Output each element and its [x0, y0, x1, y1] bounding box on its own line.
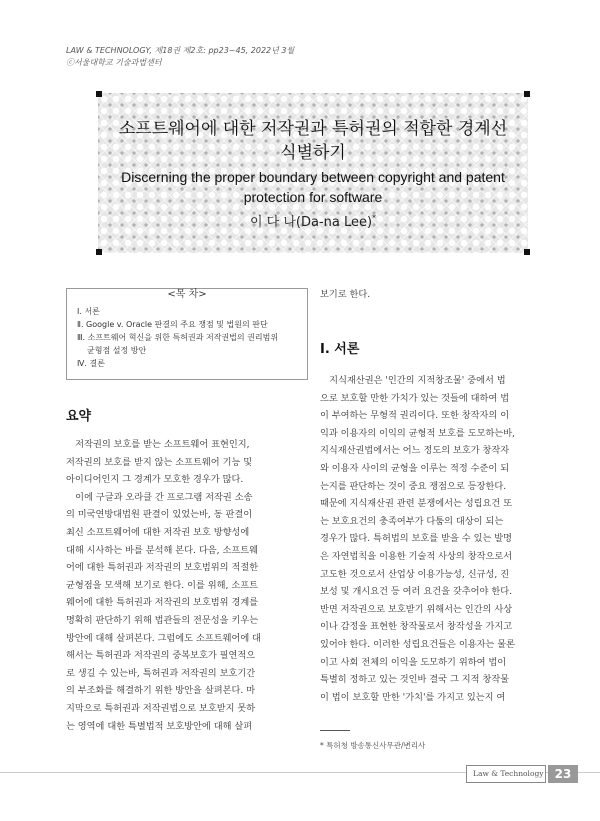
korean-title-line-2: 식별하기: [280, 143, 346, 163]
english-title-line-1: Discerning the proper boundary between copyright and patent: [121, 169, 505, 185]
text-line: 는지를 판단하는 것이 중요 쟁점으로 등장한다.: [320, 480, 507, 492]
footer-label: Law & Technology: [473, 769, 544, 778]
summary-heading: 요약: [66, 409, 92, 424]
footnote-divider: [320, 730, 350, 731]
text-line: 저작권의 보호를 받는 소프트웨어 표현인지,: [66, 439, 250, 450]
text-line: 지식재산권은 '인간의 지적창조물' 중에서 법: [320, 375, 506, 386]
author-name: 이 다 나(Da-na Lee): [249, 215, 373, 230]
text-line: 방안에 대해 살펴본다. 그럼에도 소프트웨어에 대: [66, 632, 262, 644]
text-line: 지식재산권법에서는 어느 정도의 보호가 창작자: [320, 445, 510, 457]
author-footnote-mark: *: [372, 213, 377, 223]
toc-item-continuation[interactable]: 균형점 설정 방안: [87, 346, 147, 355]
page-number: 23: [548, 765, 578, 783]
footer-label-box: [466, 765, 546, 783]
journal-info: [66, 45, 294, 69]
text-line: 이 법이 보호할 만한 '가치'를 가지고 있는지 여: [320, 691, 506, 703]
text-line: 로 생길 수 있는바, 특허권과 저작권의 보호기간: [66, 667, 256, 679]
journal-copyright: ⓒ서울대학교 기술과법센터: [66, 58, 162, 67]
text-line: 는 보호요건의 충족여부가 다툼의 대상이 되는: [320, 515, 504, 527]
title-box: [98, 93, 528, 253]
text-line: 이나 감정을 표현한 창작물로서 창작성을 가지고: [320, 621, 513, 633]
corner-mark: [96, 91, 102, 97]
text-line: 고도한 것으로서 산업상 이용가능성, 신규성, 진: [320, 568, 510, 580]
text-line: 는 영역에 대한 특별법적 보호방안에 대해 살펴: [66, 720, 253, 732]
text-line: 명확히 판단하기 위해 법관들의 전문성을 키우는: [66, 614, 259, 626]
text-line: 이 부여하는 무형적 권리이다. 또한 창작자의 이: [320, 410, 510, 422]
english-title-line-2: protection for software: [243, 189, 383, 205]
intro-text: [320, 372, 515, 706]
text-line: 경우가 많다. 특허법의 보호를 받을 수 있는 발명: [320, 533, 512, 545]
journal-citation: LAW & TECHNOLOGY, 제18권 제2호: pp23~45, 2022년 3월: [66, 46, 295, 55]
text-line: 웨어에 대한 특허권과 저작권의 보호범위 경계를: [66, 597, 259, 609]
text-line: 은 자연법칙을 이용한 기술적 사상의 창작으로서: [320, 550, 513, 562]
toc-item[interactable]: Ⅳ. 결론: [77, 359, 105, 368]
text-line: 있어야 한다. 이러한 성립요건들은 이용자는 물론: [320, 638, 516, 650]
toc-item[interactable]: Ⅲ. 소프트웨어 혁신을 위한 특허권과 저작권법의 권리범위: [77, 333, 279, 342]
text-line: 이에 구글과 오라클 간 프로그램 저작권 소송: [66, 491, 253, 503]
text-line: 아이디어인지 그 경계가 모호한 경우가 많다.: [66, 474, 244, 486]
toc-title: <목 차>: [67, 282, 307, 301]
toc-item[interactable]: Ⅱ. Google v. Oracle 판결의 주요 쟁점 및 법원의 판단: [77, 320, 268, 329]
korean-title-line-1: 소프트웨어에 대한 저작권과 특허권의 적합한 경계선: [118, 119, 508, 139]
corner-mark: [524, 91, 530, 97]
toc-list: [77, 305, 278, 370]
footnote: * 특허청 방송통신사무관/변리사: [320, 741, 426, 750]
text-line: 대해 시사하는 바를 분석해 본다. 다음, 소프트웨: [66, 544, 258, 556]
text-line: 의 부조화를 해결하기 위한 방안을 살펴본다. 마: [66, 685, 256, 697]
text-line: 최신 소프트웨어에 대한 저작권 보호 방향성에: [66, 526, 250, 538]
table-of-contents: [66, 288, 308, 380]
text-line: 익과 이용자의 이익의 균형적 보호를 도모하는바,: [320, 427, 516, 439]
author: [98, 211, 528, 230]
text-line: 해서는 특허권과 저작권의 중복보호가 필연적으: [66, 650, 256, 662]
corner-mark: [524, 249, 530, 255]
corner-mark: [96, 249, 102, 255]
text-line: 저작권의 보호를 받지 않는 소프트웨어 기능 및: [66, 456, 253, 468]
summary-continuation: [320, 286, 370, 304]
toc-item[interactable]: Ⅰ. 서론: [77, 307, 100, 316]
text-line: 의 미국연방대법원 판결이 있었는바, 동 판결이: [66, 509, 253, 521]
text-line: 보성 및 개시요건 등 여러 요건을 갖추어야 한다.: [320, 586, 512, 598]
summary-text: [66, 436, 261, 735]
intro-heading: Ⅰ. 서론: [320, 342, 360, 357]
text-line: 와 이용자 사이의 균형을 이루는 적정 수준이 되: [320, 462, 510, 474]
text-line: 균형점을 모색해 보기로 한다. 이를 위해, 소프트: [66, 579, 258, 591]
text-line: 지막으로 특허권과 저작권법으로 보호받지 못하: [66, 702, 256, 714]
text-line: 이고 사회 전체의 이익을 도모하기 위하여 법이: [320, 656, 507, 668]
text-line: 특별히 정하고 있는 것인바 결국 그 지적 창작물: [320, 674, 510, 686]
text-line: 으로 보호할 만한 가치가 있는 것들에 대하여 법: [320, 392, 510, 404]
text-line: 때문에 지식재산권 관련 분쟁에서는 성립요건 또: [320, 498, 513, 510]
text-line: 보기로 한다.: [320, 289, 371, 300]
text-line: 반면 저작권으로 보호받기 위해서는 인간의 사상: [320, 603, 513, 615]
text-line: 어에 대한 특허권과 저작권의 보호범위의 적절한: [66, 562, 259, 574]
